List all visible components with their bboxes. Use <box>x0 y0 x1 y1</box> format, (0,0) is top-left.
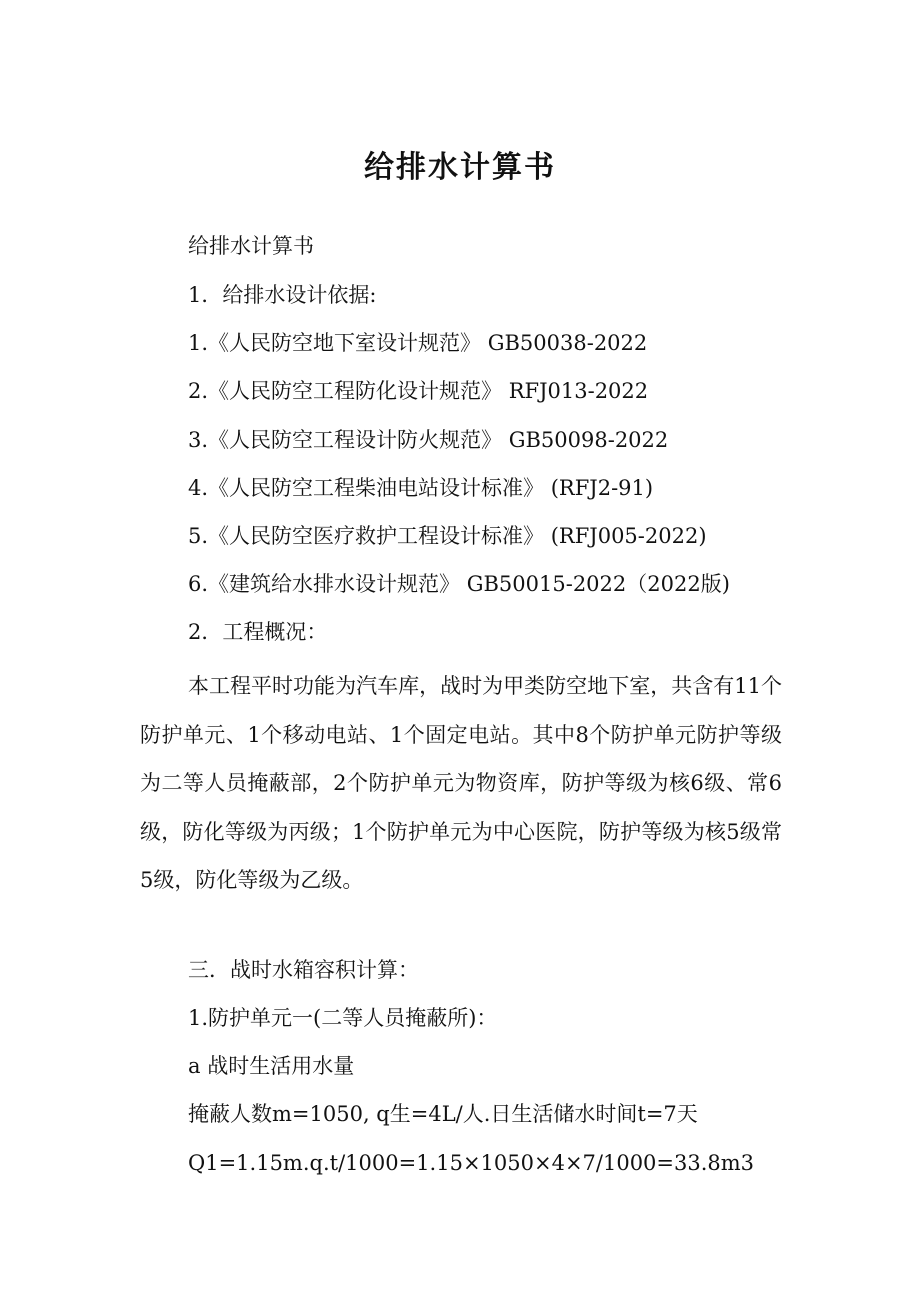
section-heading-design-basis: 1．给排水设计依据: <box>188 283 377 307</box>
reference-item: 6.《建筑给水排水设计规范》 GB50015-2022（2022版) <box>188 572 730 596</box>
document-title: 给排水计算书 <box>364 150 556 185</box>
overview-paragraph: 本工程平时功能为汽车库，战时为甲类防空地下室，共含有11个防护单元、1个移动电站、1个固定电站。其中8个防护单元防护等级为二等人员掩蔽部，2个防护单元为物资库，防护等级为核6级、常6级，防化等级为丙级；1个防护单元为中心医院，防护等级为核5级常5级，防化等级为乙级。 <box>140 674 782 893</box>
section-heading-overview: 2．工程概况： <box>188 620 328 644</box>
calculation-line: Q1=1.15m.q.t/1000=1.15×1050×4×7/1000=33.8m3 <box>188 1151 755 1175</box>
reference-item: 4.《人民防空工程柴油电站设计标准》 (RFJ2-91) <box>188 476 654 500</box>
unit1-heading: 1.防护单元一(二等人员掩蔽所)： <box>188 1006 498 1030</box>
section-heading-tank-volume: 三．战时水箱容积计算： <box>188 958 419 982</box>
reference-item: 1.《人民防空地下室设计规范》 GB50038-2022 <box>188 331 648 355</box>
item-a-heading: a 战时生活用水量 <box>188 1054 355 1078</box>
reference-item: 5.《人民防空医疗救护工程设计标准》 (RFJ005-2022) <box>188 524 707 548</box>
document-subtitle: 给排水计算书 <box>188 234 314 258</box>
calculation-line: 掩蔽人数m=1050, q生=4L/人.日生活储水时间t=7天 <box>188 1102 698 1126</box>
reference-item: 3.《人民防空工程设计防火规范》 GB50098-2022 <box>188 428 669 452</box>
reference-item: 2.《人民防空工程防化设计规范》 RFJ013-2022 <box>188 379 649 403</box>
